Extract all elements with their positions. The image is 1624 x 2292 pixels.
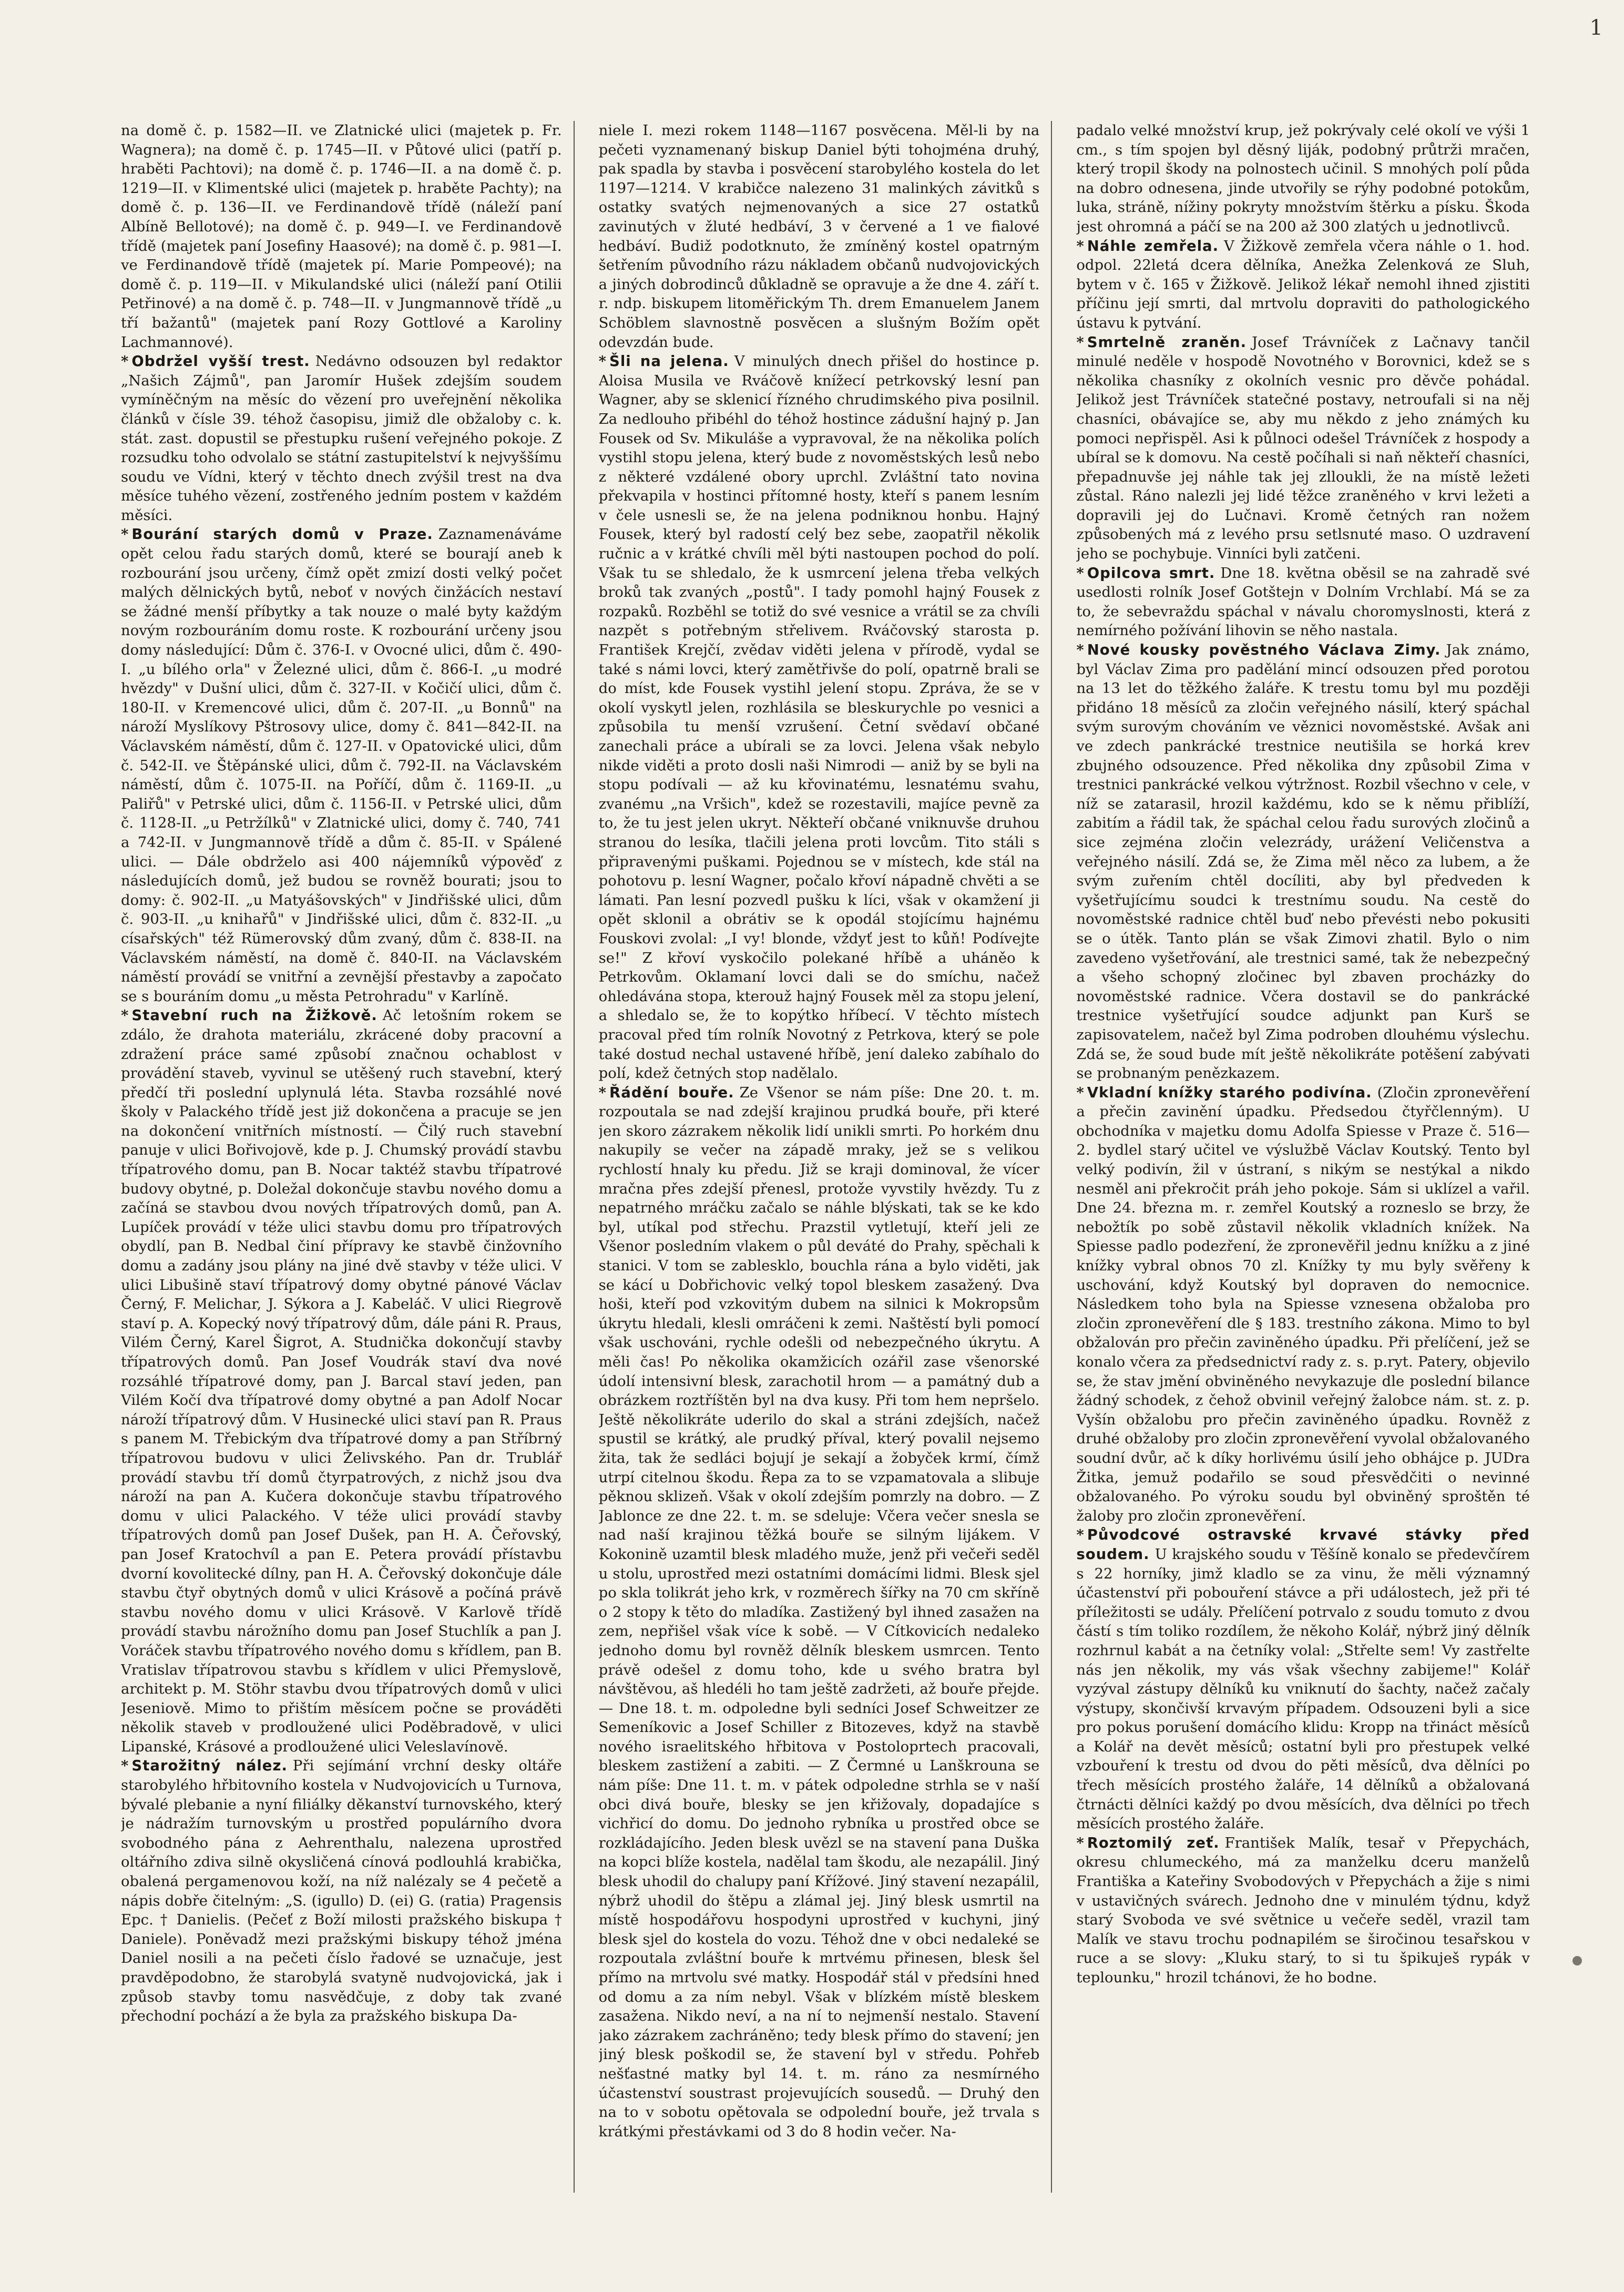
news-item (599, 1083, 1040, 2142)
news-text: V Žižkově zemřela včera náhle o 1. hod. odpol. 22letá dcera dělníka, Anežka Zelenková ze Sluh, bytem v č. 165 v Žižkově. Jelikož lékař nemohl ihned zjistiti příčinu její smrti, dal mrtvolu dopraviti do pathologického ústavu k pytvání. (1076, 237, 1530, 331)
news-text: Jak známo, byl Václav Zima pro padělání mincí odsouzen před porotou na 13 let do těžkého žaláře. K trestu tomu byl mu později přidáno 18 měsíců za zločin veřejného násilí, který spáchal svým surovým chováním ve věznici novoměstské. Avšak ani ve zdech pankrácké trestnice neutišila se horká krev zbujného odsouzence. Před několika dny způsobil Zima v trestnici pankrácké velkou výtržnost. Rozbil všechno v cele, v níž se zatarasil, hrozil každému, kdo se k němu přiblíží, zabitím a řádil tak, že spáchal celou řadu surových zločinů a sice zejména zločin velezrády, urážení Veličenstva a veřejného násilí. Zdá se, že Zima měl něco za lubem, a že svým zuřením chtěl docíliti, aby byl předveden k vyšetřujícímu soudci k trestnímu soudu. Na cestě do novoměstské radnice chtěl buď nebo převésti nebo pokusiti se o útěk. Tanto plán se však Zimovi zhatil. Bylo o nim zavedeno vyšetřování, ale trestnici samé, tak že nebezpečný a všeho schopný zločinec byl zbaven procházky do novoměstské radnice. Včera dostavil se do pankrácké trestnice vyšetřující soudce adjunkt pan Kurš se zapisovatelem, načež byl Zima podroben dlouhému výslechu. Zdá se, že soud bude mít ještě několikráte potěšení zabývati se probnaným penězkazem. (1076, 641, 1530, 1082)
news-text: Nedávno odsouzen byl redaktor „Našich Zájmů", pan Jaromír Hušek zdejším soudem vymíněčným na měsíc do vězení pro uveřejnění několika článků v čísle 39. téhož časopisu, jimiž dle obžaloby c. k. stát. zast. dopustil se přestupku rušení veřejného pokoje. Z rozsudku toho odvolalo se státní zastupitelství k nejvyššímu soudu ve Vídni, který v těchto dnech zvýšil trest na dva měsíce tuhého vězení, zostřeného jedním postem v každém měsíci. (121, 353, 562, 524)
bullet-mark: * (1076, 1834, 1084, 1851)
column-2 (599, 121, 1053, 2193)
bullet-mark: * (121, 1007, 129, 1024)
news-item (121, 525, 562, 1006)
news-text: Josef Trávníček z Lačnavy tančil minulé neděle v hospodě Novotného v Borovnici, kdež se s několika chasníky z okolních vesnic pro děvče pohádal. Jelikož jest Trávníček statečné postavy, netroufali si na něj chasníci, obávajíce se, aby mu někdo z jeho známých ku pomoci nepřispěl. Asi k půlnoci odešel Trávníček z hospody a ubíral se k domovu. Na cestě počíhali si naň někteří chasníci, přepadnuvše jej náhle tak jej zlloukli, že na místě ležeti zůstal. Ráno nalezli jej lidé těžce zraněného v krvi ležeti a dopravili jej do Lučnavi. Kromě četných ran nožem způsobených má z levého prsu setlsnuté maso. O uzdravení jeho se pochybuje. Vinníci byli zatčeni. (1076, 333, 1530, 563)
news-item (1076, 1833, 1530, 1988)
news-text: Zaznamenáváme opět celou řadu starých domů, které se bourají aneb k rozbourání jsou určeny, čímž opět zmizí dosti velký počet malých dělnických bytů, neboť v nových činžácích nestaví se žádné menší příbytky a tak nouze o malé byty každým novým rozbouráním domu roste. K rozbourání určeny jsou domy následující: Dům č. 376-I. v Ovocné ulici, dům č. 490-I. „u bílého orla" v Železné ulici, dům č. 866-I. „u modré hvězdy" v Dušní ulici, dům č. 327-II. v Kočičí ulici, dům č. 180-II. v Kremencové ulici, dům č. 207-II. „u Bonnů" na nároží Myslíkovy Pštrosovy ulice, domy č. 841—842-II. na Václavském náměstí, dům č. 127-II. v Opatovické ulici, dům č. 542-II. ve Štěpánské ulici, dům č. 792-II. na Václavském náměstí, dům č. 1075-II. na Poříčí, dům č. 1169-II. „u Paliřů" v Petrské ulici, dům č. 1156-II. v Petrské ulici, dům č. 1128-II. „u Petržílků" v Zlatnické ulici, domy č. 740, 741 a 742-II. v Jungmannově třídě a dům č. 85-II. v Spálené ulici. — Dále obdrželo asi 400 nájemníků výpověď z následujících domů, jež budou se rovněž bourati; jsou to domy: č. 902-II. „u Matyášovských" v Jindřišské ulici, dům č. 903-II. „u knihařů" v Jindřišské ulici, dům č. 832-II. „u císařských" též Rümerovský dům zvaný, dům č. 838-II. na Václavském náměstí, na domě č. 840-II. na Václavském náměstí provádí se vnitřní a zevnější přestavby a započato se s bouráním domu „u města Petrohradu" v Karlíně. (121, 526, 562, 1005)
news-item (1076, 1525, 1530, 1833)
news-text: padalo velké množství krup, jež pokrývaly celé okolí ve výši 1 cm., s tím spojen byl děsný liják, podobný průtrži mračen, který tropil škody na polnostech učinil. S mnohých polí půda na dobro odnesena, jinde utvořily se rýhy podobné potokům, luka, stráně, nížiny pokryty množstvím štěrku a písku. Škoda jest ohromná a páčí se na 200 až 300 zlatých u jednotlivců. (1076, 122, 1530, 235)
bullet-mark: * (598, 1084, 607, 1101)
news-headline: Smrtelně zraněn. (1087, 333, 1247, 351)
news-item (121, 1756, 562, 2025)
news-text: Při sejímání vrchní desky oltáře starobylého hřbitovního kostela v Nudvojovicích u Turnova, bývalé plebanie a nyní filiálky děkanství turnovského, který je nádražím turnovským u prostřed populárního dvora svobodného pána z Aehrenthalu, nalezena uprostřed oltářního zdiva silně okysličená cínová podlouhlá krabička, obalená pergamenovou koží, na níž nalézaly se 4 pečetě a nápis dobře čitelným: „S. (igullo) D. (ei) G. (ratia) Pragensis Epc. † Danielis. (Pečeť z Boží milosti pražského biskupa † Daniele). Poněvadž mezi pražskými biskupy téhož jména Daniel nosili a na pečeti číslo řadové se uznačuje, jest pravděpodobno, že starobylá svatyně nudvojovická, jak i způsob stavby tomu nasvědčuje, z doby tak zvané přechodní pochází a že byla za pražského biskupa Da- (121, 1757, 562, 2025)
news-item (599, 121, 1040, 352)
news-text: Ač letošním rokem se zdálo, že drahota materiálu, zkrácené doby pracovní a zdražení práce samé způsobí značnou ochablost v provádění staveb, vyvinul se utěšený ruch stavební, který předčí tři poslední uplynulá léta. Stavba rozsáhlé nové školy v Palackého třídě jest již dokončena a pracuje se jen na dokončení vnitřních místností. — Čilý ruch stavební panuje v ulici Bořivojově, kde p. J. Chumský provádí stavbu třípatrového domu, pan B. Nocar taktéž stavbu třípatrové budovy obytné, p. Doležal dokončuje stavbu nového domu a začíná se stavbou dvou nových třípatrových domů, pan A. Lupíček provádí v téže ulici stavbu domu pro třípatrových obydlí, pan B. Nedbal činí přípravy ke stavbě činžovního domu a zadány jsou plány na jiné dvě stavby v téže ulici. V ulici Libušině staví třípatrový domy obytné pánové Václav Černý, F. Melichar, J. Sýkora a J. Kabeláč. V ulici Riegrově staví p. A. Kopecký nový třípatrový dům, dále páni R. Praus, Vilém Černý, Karel Šigrot, A. Studnička dokončují stavby třípatrových domů. Pan Josef Voudrák staví dva nové rozsáhlé třípatrové domy, pan J. Barcal staví jeden, pan Vilém Kočí dva třípatrové domy obytné a pan Adolf Nocar nároží třípatrový dům. V Husinecké ulici staví pan R. Praus s panem M. Třebickým dva třípatrové domy a pan Stříbrný třípatrovou budovu v ulici Želivského. Pan dr. Trublář provádí stavbu tří domů čtyrpatrových, z nichž jsou dva nároží na pan A. Kučera dokončuje stavbu třípatrového domu v ulici Palackého. V téže ulici provádí stavby třípatrových domů pan Josef Dušek, pan H. A. Čeřovský, pan Josef Kratochvíl a pan E. Petera provádí přístavbu dvorní kovolitecké dílny, pan H. A. Čeřovský dokončuje dále stavbu čtyř obytných domů v ulici Krásově a počíná právě stavbu nového domu v ulici Krásově. V Karlově třídě provádí stavbu nárožního domu pan Josef Stuchlík a pan J. Voráček stavbu třípatrového nového domu s křídlem, pan B. Vratislav třípatrovou stavbu s křídlem v ulici Přemyslově, architekt p. M. Stöhr stavbu dvou třípatrových domů v ulici Jeseniově. Mimo to přištím měsícem počne se prováděti několik staveb v prodloužené ulici Poděbradově, v ulici Lipanské, Krásové a prodloužené ulici Veleslavínově. (121, 1007, 562, 1755)
column-1 (121, 121, 575, 2193)
page-mark: 1 (1589, 16, 1603, 40)
bullet-mark: * (121, 353, 129, 370)
bullet-mark: * (1076, 333, 1084, 351)
news-item (1076, 640, 1530, 1083)
news-headline: Nové kousky pověstného Václava Zimy. (1087, 641, 1441, 659)
news-headline: Bourání starých domů v Praze. (131, 526, 433, 543)
news-headline: Starožitný nález. (131, 1757, 288, 1775)
bullet-mark: * (1076, 1526, 1084, 1544)
news-item (121, 121, 562, 352)
news-headline: Opilcova smrt. (1087, 564, 1216, 582)
columns-container (121, 121, 1530, 2193)
news-headline: Šli na jelena. (609, 353, 729, 370)
news-item (1076, 237, 1530, 333)
news-headline: Roztomilý zeť. (1087, 1834, 1220, 1851)
column-3 (1076, 121, 1530, 2193)
news-headline: Původcové ostravské krvavé stávky před soudem. (1076, 1526, 1530, 1563)
news-headline: Stavební ruch na Žižkově. (131, 1007, 377, 1024)
news-item (121, 352, 562, 525)
news-text: na domě č. p. 1582—II. ve Zlatnické ulici (majetek p. Fr. Wagnera); na domě č. p. 1745—II. v Půtové ulici (patří p. hraběti Pachtovi); na domě č. p. 1746—II. a na domě č. p. 1219—II. v Klimentské ulici (majetek p. hraběte Pachty); na domě č. p. 136—II. ve Ferdinandově třídě (náleží paní Albíně Bellotové); na domě č. p. 949—I. ve Ferdinandově třídě (majetek paní Josefiny Haasové); na domě č. p. 981—I. ve Ferdinandově třídě (majetek pí. Marie Pompeové); na domě č. p. 119—II. v Mikulandské ulici (náleží paní Otilii Petřinové) a na domě č. p. 748—II. v Jungmannově třídě „u tří bažantů" (majetek paní Rozy Gottlové a Karoliny Lachmannové). (121, 122, 562, 351)
bullet-mark: * (598, 353, 607, 370)
newspaper-page (121, 121, 1530, 2193)
news-text: Ze Všenor se nám píše: Dne 20. t. m. rozpoutala se nad zdejší krajinou prudká bouře, při které jen skoro zázrakem několik lidí unikli smrti. Po horkém dnu nakupily se večer na západě mraky, jež se s velikou rychlostí hnaly ku předu. Již se kraji dominoval, že vícer mračna přes zdejší přenesl, protože vyvstily hvězdy. Tu z nepatrného mráčku začalo se náhle blýskati, tak se ke kdo byl, utíkal pod střechu. Prazstil vytletují, kteří jeli ze Všenor posledním vlakem o půl deváté do Prahy, spěchali k stanici. V tom se zablesklo, bouchla rána a bylo viděti, jak se kácí u Dobřichovic velký topol bleskem zasažený. Dva hoši, kteří pod vzkovitým dubem na silnici k Mokropsům úkrytu hledali, klesli omráčeni k zemi. Naštěstí byli pomocí však uschováni, rychle odešli od nebezpečného úkrytu. A měli čas! Po několika okamžicích ozářil zase všenorské údolí intensivní blesk, zarachotil hrom — a památný dub a obrázkem roztříštěn byl na dva kusy. Při tom hem nepršelo. Ještě několikráte uderilo do skal a stráni zdejších, načež spustil se krátký, ale prudký příval, který povalil nejsemo žita, tak že sedláci bojují je sekají a žobyček krmí, čímž utrpí citelnou škodu. Řepa za to se vzpamatovala a slibuje pěknou sklizeň. Však v okolí zdejším pomrzly na dobro. — Z Jablonce ze dne 22. t. m. se sdeluje: Včera večer snesla se nad naší krajinou těžká bouře se silným lijákem. V Kokonině uzamtil blesk mladého muže, jenž při večeři seděl u stolu, uprostřed mezi ostatními domácími lidmi. Blesk sjel po skla tolikrát jeho krk, v rozměrech šířky na 70 cm skříně o 2 stopy k těto do mladíka. Zastižený byl ihned zasažen na zem, nepřišel však více k sobě. — V Cítkovicích nedaleko jednoho domu byl rovněž dělník bleskem usmrcen. Tento právě odešel z domu toho, kde u svého bratra byl návštěvou, aš hledéli ho tam ještě zadržeti, až bouře přejde. — Dne 18. t. m. odpoledne byli sedníci Josef Schweitzer ze Semeníkovic a Josef Schiller z Bitozeves, když na stavbě nového israelitského hřbitova v Postoloprtech pracovali, bleskem zastižení a zabiti. — Z Čermné u Lanškrouna se nám píše: Dne 11. t. m. v pátek odpoledne strhla se v naší obci divá bouře, blesky se jen křižovaly, dopadajíce s vichřicí do domu. Do jednoho rybníka u prostřed obce se rozkládajícího. Jeden blesk uvězl se na stavení pana Duška na kopci blíže kostela, nadělal tam škodu, ale nezapálil. Jiný blesk uhodil do chalupy paní Křížové. Jiný stavení nezapálil, nýbrž uhodil do štěpu a zlámal jej. Jiný blesk usmrtil na místě hospodářovu hospodyni uprostřed v kuchyni, jiný blesk sjel do kostela do vozu. Téhož dne v obci nedaleké se rozpoutala zvláštní bouře k mrtvému přinesen, blesk šel přímo na mrtvolu své matky. Hospodář stál v předsíni hned od domu a za ním nebyl. Však v blízkém místě bleskem zasažena. Nikdo neví, a na ní to nejmenší nestalo. Stavení jako zázrakem zachráněno; tedy blesk přímo do stavení; jen jiný blesk poškodil se, že stavení byl v středu. Pohřeb nešťastné matky byl 14. t. m. ráno za nesmírného účastenství soustrast projevujících sousedů. — Druhý den na to v sobotu opětovala se odpolední bouře, jež trvala s krátkými přestávkami od 3 do 8 hodin večer. Na- (598, 1084, 1040, 2140)
news-item (1076, 121, 1530, 237)
news-item (1076, 1083, 1530, 1526)
news-headline: Řádění bouře. (609, 1084, 734, 1101)
news-item (1076, 333, 1530, 564)
bullet-mark: * (121, 1757, 129, 1775)
bullet-mark: * (1076, 641, 1084, 659)
news-text: Dne 18. května oběsil se na zahradě své usedlosti rolník Josef Gotštejn v Dolním Vrchlabí. Má se za to, že sebevraždu spáchal v návalu choromyslnosti, která z nemírného požívání lihovin se něho nastala. (1076, 564, 1530, 639)
bullet-mark: * (1076, 1084, 1084, 1101)
news-text: niele I. mezi rokem 1148—1167 posvěcena. Měl-li by na pečeti vyznamenaný biskup Daniel býti tohojména druhý, pak spadla by stavba i posvěcení starobylého kostela do let 1197—1214. V krabičce nalezeno 31 malinkých závitků s ostatky svatých nejmenovaných a sice 27 ostatků zavinutých v žluté hedbáví, 3 v červené a 1 ve fialové hedbáví. Budiž podotknuto, že zmíněný kostel opatrným šetřením původního rázu nákladem občanů nudvojovických a jiných dobrodinců důkladně se opravuje a že dne 4. září t. r. ndp. biskupem litoměřickým Th. drem Emanuelem Janem Schöblem slavnostně posvěcen a slušným Božím opět odevzdán bude. (598, 122, 1040, 351)
ink-spot (1572, 1956, 1582, 1965)
news-text: U krajského soudu v Těšíně konalo se předevčírem s 22 horníky, jimž kladlo se za vinu, že měli významný účastenství při pobouření stávce a při událostech, jež při té příležitosti se udály. Přelíčení potrvalo z soudu tomuto z dvou částí s tím toliko rozdílem, že někoho Kolář, nýbrž jiný dělník rozhrnul kabát a na četníky volal: „Střelte sem! Vy zastřelte nás jen několik, my vás však všechny zabijeme!" Kolář vyzýval zástupy dělníků ku vniknutí do šachty, načež začaly výstupy, skončivší krvavým případem. Odsouzeni byli a sice pro pokus porušení domácího klidu: Kropp na třináct měsíců a Kolář na devět měsíců; ostatní byli pro přestupek velké vzbouření k trestu od dvou do pěti měsíců, dva dělníci po třech měsících prostého žaláře, 14 dělníků a obžalovaná čtrnácti dělníci každý po dvou měsících, dva dělníci po třech měsících prostého žaláře. (1076, 1545, 1530, 1832)
news-item (121, 1006, 562, 1756)
bullet-mark: * (121, 526, 129, 543)
news-text: V minulých dnech přišel do hostince p. Aloisa Musila ve Rváčově knížecí petrkovský lesní pan Wagner, aby se sklenicí řízného chrudimského piva posilnil. Za nedlouho přibéhl do téhož hostince zádušní hajný p. Jan Fousek od Sv. Mikuláše a vypravoval, že na několika polích vystihl stopu jelena, který bude z novoměstských lesů nebo z některé vzdálené obory uprchl. Zvláštní tato novina překvapila v hostinci přítomné hosty, kteří s panem lesním v čele usnesli se, že na jelena podniknou honbu. Hajný Fousek, který byl radostí celý bez sebe, zaopatřil několik ručnic a v krátké chvíli měl býti nastoupen pochod do polí. Však tu se shledalo, že k usmrcení jelena třeba velkých broků tak zvaných „postů". I tady pomohl hajný Fousek z rozpaků. Rozběhl se totiž do své vesnice a vrátil se za chvíli nazpět s potřebným střelivem. Rváčovský starosta p. František Krejčí, zvědav viděti jelena v přírodě, vydal se také s námi lovci, který zamětřivše do polí, opatrně brali se do míst, kde Fousek vystihl jelení stopu. Zpráva, že se v okolí vyskytl jelen, rozhlásila se bleskurychle po vesnici a způsobila tu menší vzrušení. Četní svědaví občané zanechali práce a ubírali se za lovci. Jelena však nebylo nikde viděti a proto dosli naši Nimrodi — aniž by se byli na stopu podívali — až ku křovinatému, lesnatému svahu, zvanému „na Vršich", kdež se rozestavili, majíce pevně za to, že tu jest jelen ukryt. Někteří občané vniknuvše druhou stranou do lesíka, tlačili jelena proti lovcům. Tito stáli s připravenými puškami. Pojednou se v místech, kde stál na pohotovu p. lesní Wagner, počalo křoví nápadně chvěti a se lámati. Pan lesní pozvedl pušku k líci, však v okamžení ji opět sklonil a obrátiv se k opodál stojícímu hajnému Fouskovi zvolal: „I vy! blonde, vždyť jest to kůň! Podívejte se!" Z křoví vyskočilo polekané hříbě a uháněo k Petrkovům. Oklamaní lovci dali se do smíchu, načež ohledávána stopa, kterouž hajný Fousek měl za stopu jelení, a shledalo se, že to kopýtko hříbecí. V těchto místech pracoval před tím rolník Novotný z Petrkova, který se pole také dostud nechal ustavené hříbě, jení daleko zabíhalo do polí, kdež četných stop nadělalo. (598, 353, 1040, 1082)
bullet-mark: * (1076, 564, 1084, 582)
news-headline: Vkladní knížky starého podivína. (1087, 1084, 1372, 1101)
news-item (1076, 564, 1530, 640)
bullet-mark: * (1076, 237, 1084, 254)
news-headline: Obdržel vyšší trest. (131, 353, 310, 370)
news-text: (Zločin zpronevěření a přečin zavinění úpadku. Předsedou čtyřčlenným). U obchodníka v majetku domu Adolfa Spiesse v Praze č. 516—2. bydlel starý učitel ve výslužbě Václav Koutský. Tento byl velký podivín, žil v ústraní, s nikým se nestýkal a nikdo nesměl ani překročit práh jeho pokoje. Sám si uklízel a vařil. Dne 24. března m. r. zemřel Koutský a rozneslo se brzy, že nebožtík po sobě zůstavil několik vkladních knížek. Na Spiesse padlo podezření, že zpronevěřil jednu knížku a z jiné knížky vybral obnos 70 zl. Knížky ty mu byly svěřeny k uschování, když Koutský byl dopraven do nemocnice. Následkem toho byla na Spiesse vznesena obžaloba pro zločin zpronevěření dle § 183. trestního zákona. Mimo to byl obžalován pro přečin zaviněného úpadku. Při přelíčení, jež se konalo včera za předsednictví rady z. s. p.ryt. Patery, objevilo se, že stav jmění obviněného nevykazuje dle poslední bilance žádný schodek, z čehož obvinil veřejný žalobce nám. st. z. p. Vyšín obžalobu pro přečin zaviněného úpadku. Rovněž z druhé obžaloby pro zločin zpronevěření vyvolal obžalovaného soudní dvůr, ač k díky horlivému úsilí jeho obhájce p. JUDra Žitka, jemuž podařilo se soud přesvědčiti o nevinné obžalovaného. Po výroku soudu byl obviněný sproštěn té žaloby pro zločin zpronevěření. (1076, 1084, 1530, 1524)
news-item (599, 352, 1040, 1083)
news-text: František Malík, tesař v Přepychách, okresu chlumeckého, má za manželku dceru manželů Františka a Kateřiny Svobodových v Přepychách a žije s nimi v ustavičných svárech. Jednoho dne v minulém týdnu, když starý Svoboda ve své světnice u večeře seděl, vrazil tam Malík ve stavu trochu podnapilém se širočinou tesařskou v ruce a se slovy: „Kluku starý, to si tu špikuješ rypák v teplounku," hrozil tchánovi, že ho bodne. (1076, 1834, 1530, 1986)
news-headline: Náhle zemřela. (1087, 237, 1219, 254)
